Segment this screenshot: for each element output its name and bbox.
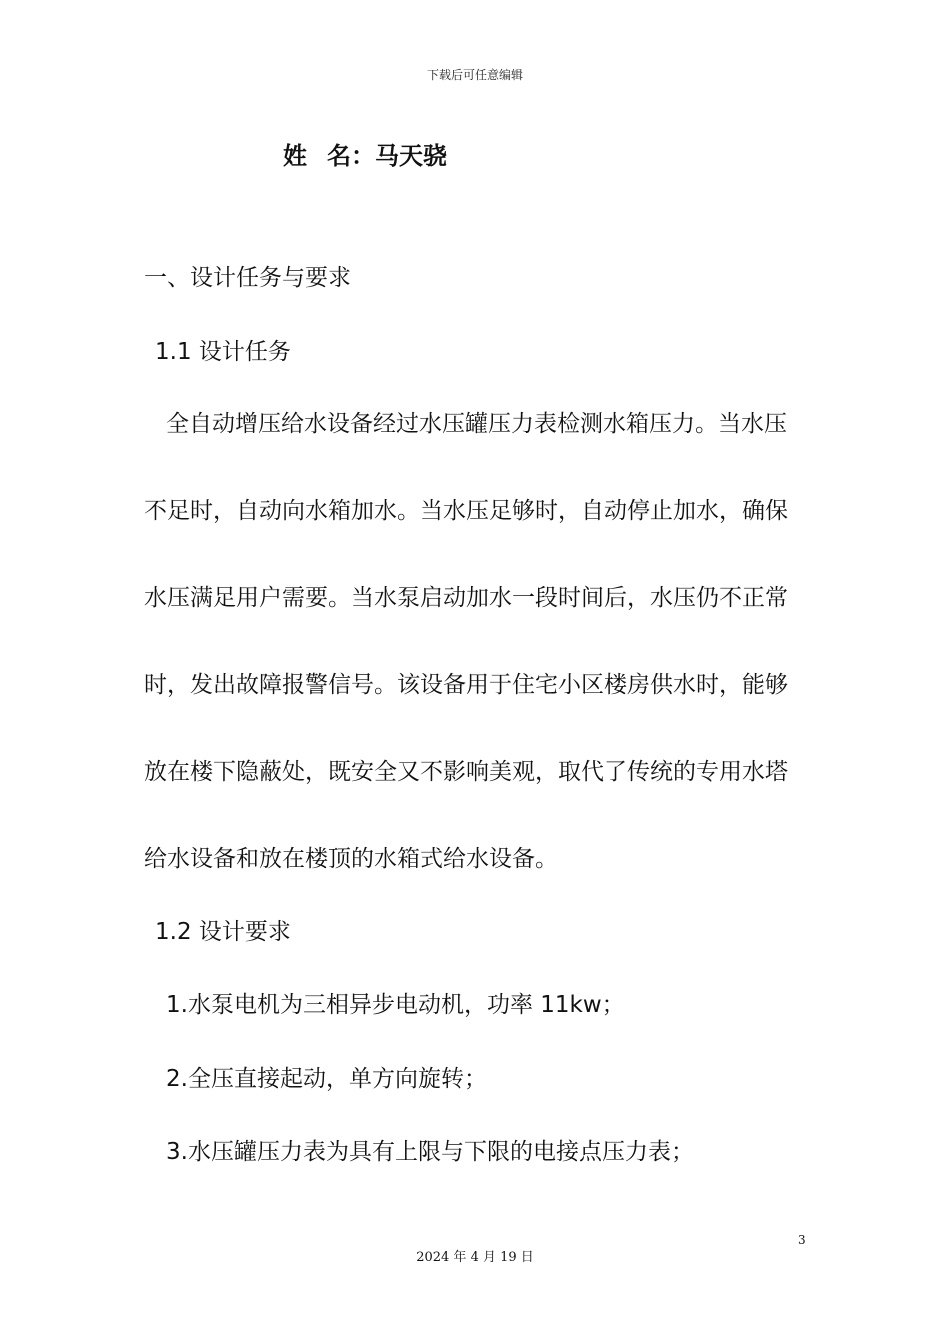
name-label-and-value: 名：马天骁 [327, 142, 447, 170]
requirement-item: 3.水压罐压力表为具有上限与下限的电接点压力表； [166, 1139, 694, 1165]
paragraph-line-3: 水压满足用户需要。当水泵启动加水一段时间后，水压仍不正常 [144, 585, 788, 611]
page-header-note: 下载后可任意编辑 [426, 68, 523, 82]
name-label-first-char: 姓 [283, 142, 307, 170]
requirement-item: 2.全压直接起动，单方向旋转； [166, 1066, 487, 1092]
requirement-item: 1.水泵电机为三相异步电动机，功率 11kw； [166, 992, 625, 1018]
paragraph-line-5: 放在楼下隐蔽处，既安全又不影响美观，取代了传统的专用水塔 [144, 759, 788, 785]
subsection-heading-requirements: 1.2 设计要求 [155, 919, 291, 945]
subsection-heading-task: 1.1 设计任务 [155, 339, 291, 365]
paragraph-line-4: 时，发出故障报警信号。该设备用于住宅小区楼房供水时，能够 [144, 672, 788, 698]
section-heading: 一、设计任务与要求 [144, 265, 351, 291]
paragraph-line-1: 全自动增压给水设备经过水压罐压力表检测水箱压力。当水压 [166, 411, 787, 437]
page-number: 3 [798, 1233, 806, 1247]
paragraph-line-2: 不足时，自动向水箱加水。当水压足够时，自动停止加水，确保 [144, 498, 788, 524]
author-name-line [283, 136, 447, 171]
paragraph-line-6: 给水设备和放在楼顶的水箱式给水设备。 [144, 846, 558, 872]
footer-date: 2024 年 4 月 19 日 [416, 1250, 534, 1265]
